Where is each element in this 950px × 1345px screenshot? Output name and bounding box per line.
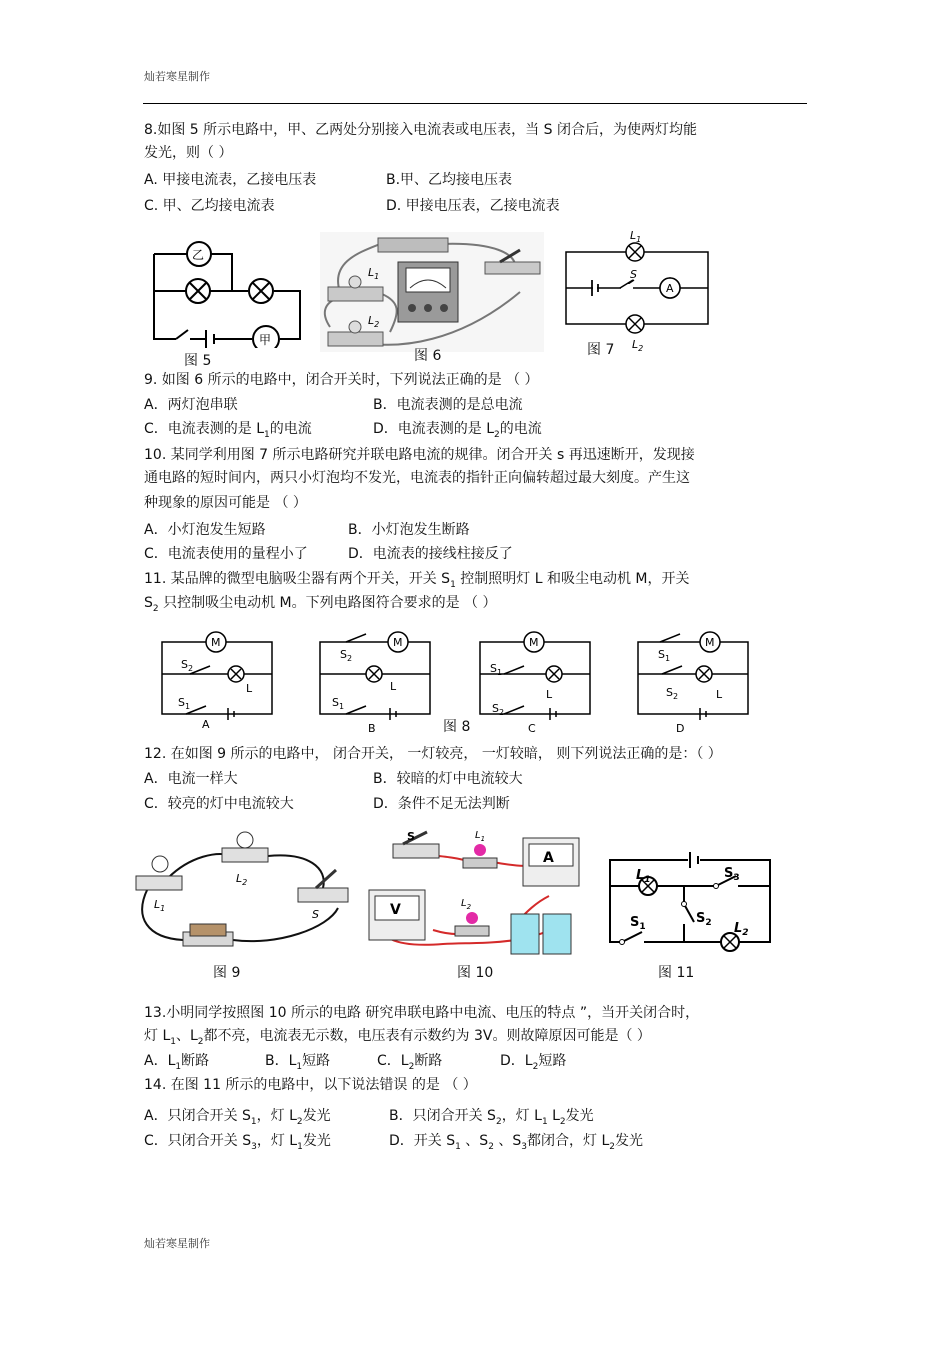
fig8b-lamp-label: L [390, 680, 397, 693]
q10-option-c: C．电流表使用的量程小了 [144, 546, 308, 562]
fig8c-motor-label: M [529, 636, 539, 649]
q8-line2: 发光，则（ ） [144, 145, 233, 161]
fig8c-letter: C [528, 722, 536, 734]
q14-option-b: B．只闭合开关 $S_2$，灯 $L_1$ $L_2$发光 [389, 1108, 594, 1127]
fig11-s1-label: $S_1$ [630, 915, 646, 932]
fig9-caption: 图 9 [213, 965, 241, 981]
fig7-switch-label: S [630, 268, 637, 281]
q14-option-c: C．只闭合开关 $S_3$，灯 $L_1$发光 [144, 1133, 331, 1152]
fig11-l1-label: $L_1$ [636, 868, 651, 885]
fig8b-s2-label: $S_2$ [340, 648, 353, 663]
fig10-l2-label: $L_2$ [461, 898, 472, 911]
q11-line2: $S_2$ 只控制吸尘电动机 M。下列电路图符合要求的是 （ ） [144, 595, 497, 614]
fig8c-s2-label: $S_2$ [492, 702, 505, 717]
figure-10-apparatus [363, 826, 591, 956]
figure-9-apparatus [128, 828, 358, 958]
q9-option-b: B．电流表测的是总电流 [373, 397, 523, 413]
q13-line1: 13.小明同学按照图 10 所示的电路 研究串联电路中电流、电压的特点 ”，当开关闭合时， [144, 1005, 700, 1021]
fig11-s3-label: $S_3$ [724, 866, 740, 883]
fig7-caption: 图 7 [587, 342, 615, 358]
q14-option-d: D．开关 $S_1$ 、$S_2$ 、$S_3$都闭合，灯 $L_2$发光 [389, 1133, 643, 1152]
q12-option-b: B．较暗的灯中电流较大 [373, 771, 523, 787]
fig8c-lamp-label: L [546, 688, 553, 701]
fig6-caption: 图 6 [414, 348, 442, 364]
figure-7-circuit [560, 228, 712, 352]
fig11-s2-label: $S_2$ [696, 911, 712, 928]
q8-line1: 8.如图 5 所示电路中，甲、乙两处分别接入电流表或电压表，当 S 闭合后，为使两灯均能 [144, 122, 697, 138]
fig10-switch-label: S [407, 830, 415, 843]
fig10-l1-label: $L_1$ [475, 830, 486, 843]
figure-11-circuit [604, 846, 776, 954]
fig8d-letter: D [676, 722, 685, 734]
q13-option-a: A．$L_1$断路 [144, 1053, 210, 1072]
fig6-l2-label: $L_2$ [368, 314, 380, 329]
header-text: 灿若寒星制作 [144, 70, 210, 83]
fig8a-letter: A [202, 718, 210, 731]
fig11-l2-label: $L_2$ [734, 921, 749, 938]
q13-option-c: C．$L_2$断路 [377, 1053, 443, 1072]
fig10-voltmeter-label: V [390, 902, 401, 918]
fig5-yi-label: 乙 [192, 248, 205, 262]
fig8d-lamp-label: L [716, 688, 723, 701]
fig8a-s2-label: $S_2$ [181, 658, 194, 673]
fig9-l1-label: $L_1$ [154, 898, 166, 913]
fig8a-s1-label: $S_1$ [178, 696, 191, 711]
q12-option-c: C．较亮的灯中电流较大 [144, 796, 294, 812]
fig8b-letter: B [368, 722, 376, 734]
q10-option-d: D．电流表的接线柱接反了 [348, 546, 513, 562]
fig8d-motor-label: M [705, 636, 715, 649]
figure-6-apparatus [320, 232, 544, 352]
fig7-l2-label: $L_2$ [632, 338, 644, 352]
q13-option-b: B．$L_1$短路 [265, 1053, 331, 1072]
fig8a-motor-label: M [211, 636, 221, 649]
q13-line2: 灯 $L_1$、$L_2$都不亮，电流表无示数，电压表有示数约为 3V。则故障原因可能是（ ） [144, 1028, 651, 1047]
fig7-ammeter-label: A [666, 282, 674, 295]
q12-line1: 12. 在如图 9 所示的电路中， 闭合开关， 一灯较亮， 一灯较暗， 则下列说法正确的是：（ ） [144, 746, 722, 762]
fig9-l2-label: $L_2$ [236, 872, 248, 887]
q9-option-c: C．电流表测的是 $L_1$的电流 [144, 421, 312, 440]
q10-line2: 通电路的短时间内，两只小灯泡均不发光，电流表的指针正向偏转超过最大刻度。产生这 [144, 470, 690, 486]
fig8a-lamp-label: L [246, 682, 253, 695]
figure-8-circuits [150, 628, 800, 734]
fig7-l1-label: $L_1$ [630, 229, 642, 244]
q10-option-b: B．小灯泡发生断路 [348, 522, 470, 538]
q9-line1: 9. 如图 6 所示的电路中，闭合开关时，下列说法正确的是 （ ） [144, 372, 539, 388]
fig10-ammeter-label: A [543, 850, 554, 866]
q11-line1: 11. 某品牌的微型电脑吸尘器有两个开关，开关 $S_1$ 控制照明灯 L 和吸尘电动机 M，开关 [144, 571, 690, 590]
q12-option-d: D．条件不足无法判断 [373, 796, 510, 812]
q14-option-a: A．只闭合开关 $S_1$，灯 $L_2$发光 [144, 1108, 331, 1127]
q9-option-d: D．电流表测的是 $L_2$的电流 [373, 421, 542, 440]
fig8d-s2-label: $S_2$ [666, 686, 679, 701]
q9-option-a: A．两灯泡串联 [144, 397, 238, 413]
footer-text: 灿若寒星制作 [144, 1237, 210, 1250]
q10-option-a: A．小灯泡发生短路 [144, 522, 266, 538]
fig8d-s1-label: $S_1$ [658, 648, 671, 663]
fig8-caption: 图 8 [443, 719, 471, 735]
q13-option-d: D．$L_2$短路 [500, 1053, 567, 1072]
q8-option-c: C. 甲、乙均接电流表 [144, 198, 275, 214]
fig9-switch-label: S [312, 908, 319, 921]
fig8c-s1-label: $S_1$ [490, 662, 503, 677]
q12-option-a: A．电流一样大 [144, 771, 238, 787]
fig8b-s1-label: $S_1$ [332, 696, 345, 711]
q10-line3: 种现象的原因可能是 （ ） [144, 495, 307, 511]
fig5-caption: 图 5 [184, 353, 212, 369]
q8-option-d: D. 甲接电压表，乙接电流表 [386, 198, 560, 214]
q8-option-a: A. 甲接电流表，乙接电压表 [144, 172, 317, 188]
q8-option-b: B.甲、乙均接电压表 [386, 172, 513, 188]
figure-5-circuit [148, 236, 308, 348]
fig5-jia-label: 甲 [259, 333, 272, 347]
q10-line1: 10. 某同学利用图 7 所示电路研究并联电路电流的规律。闭合开关 s 再迅速断开，发现接 [144, 447, 695, 463]
fig11-caption: 图 11 [658, 965, 695, 981]
fig10-caption: 图 10 [457, 965, 494, 981]
fig8b-motor-label: M [393, 636, 403, 649]
header-rule [143, 103, 807, 104]
q14-line1: 14. 在图 11 所示的电路中，以下说法错误 的是 （ ） [144, 1077, 477, 1093]
fig6-l1-label: $L_1$ [368, 266, 380, 281]
